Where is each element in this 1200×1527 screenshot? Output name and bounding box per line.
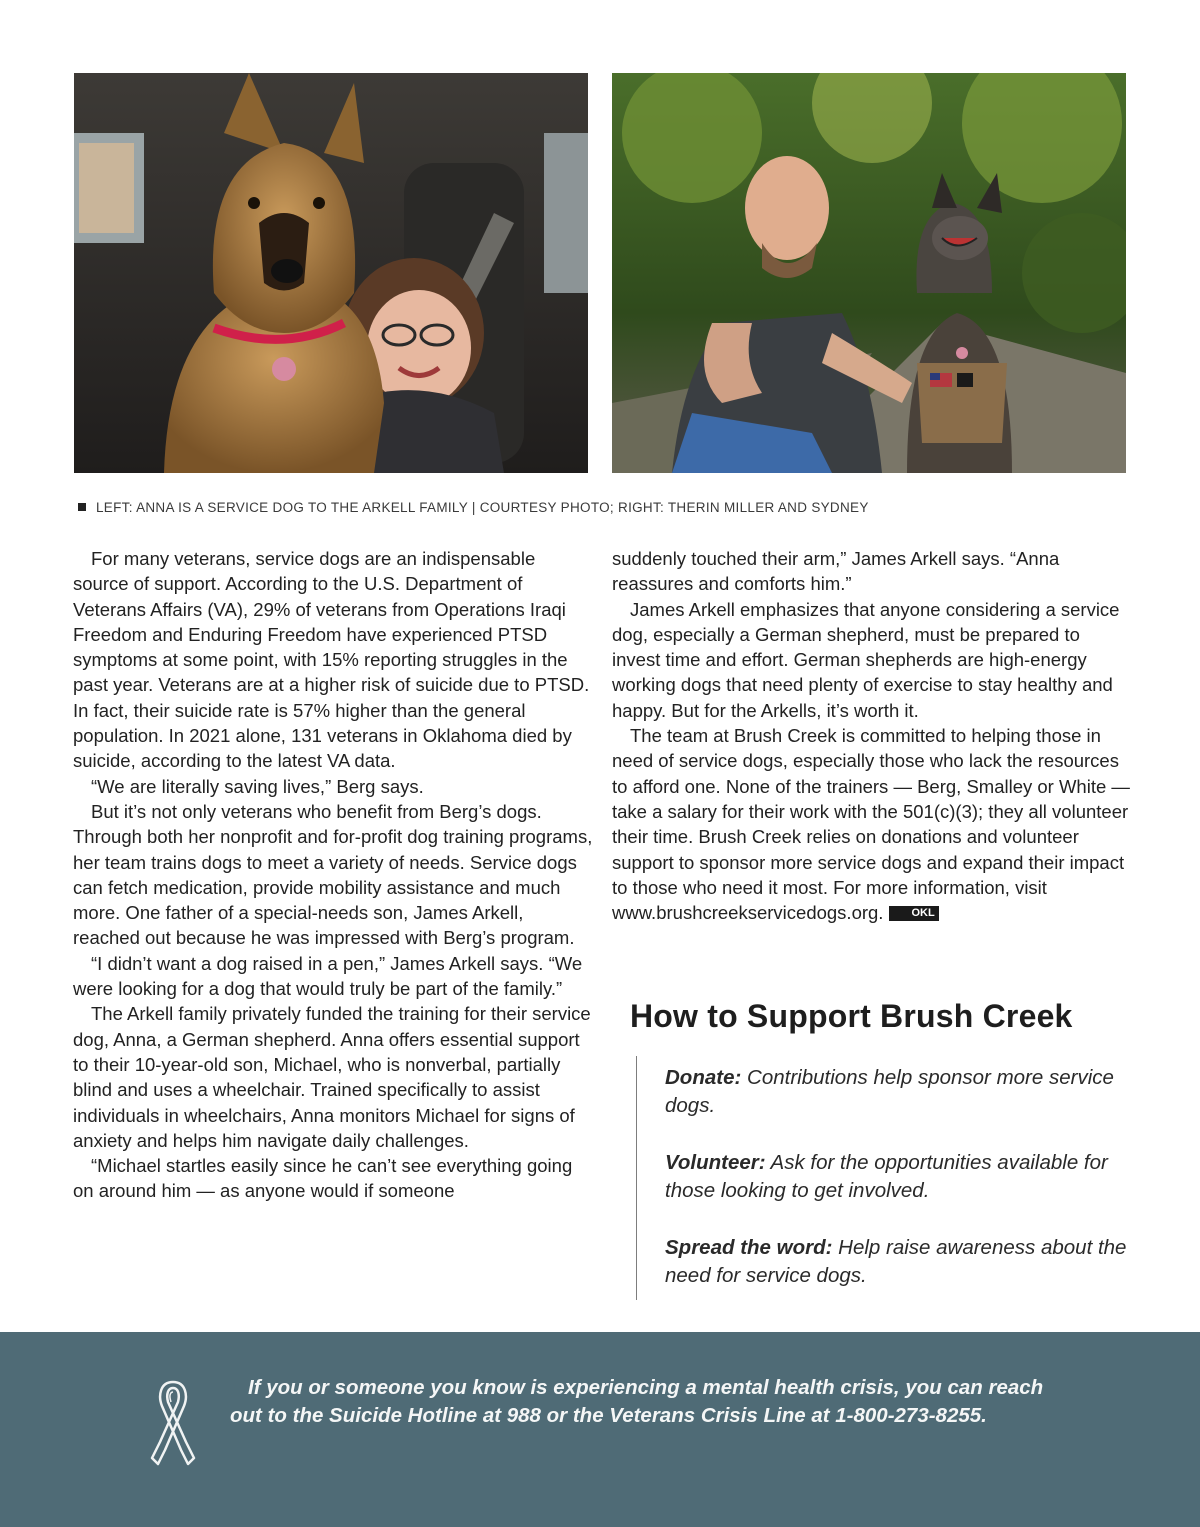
support-heading: How to Support Brush Creek [630, 998, 1073, 1034]
crisis-hotline-line-1: If you or someone you know is experiencing a mental health crisis, you can reach [248, 1376, 1044, 1399]
support-item-spread-the-word [665, 1234, 1135, 1290]
article-right-column [612, 546, 1132, 925]
article-paragraph: The Arkell family privately funded the training for their service dog, Anna, a German shepherd. Anna offers essential support to their 10-year-old son, Michael, who is nonverbal, partially blind and uses a wheelchair. Trained specifically to assist individuals in wheelchairs, Anna monitors Michael for signs of anxiety and helps him navigate daily challenges. [73, 1003, 591, 1151]
support-item-text: Contributions help sponsor more service dogs. [665, 1066, 1114, 1117]
awareness-ribbon-icon [148, 1378, 198, 1468]
article-paragraph: “We are literally saving lives,” Berg says. [91, 775, 424, 797]
photo-right [612, 73, 1126, 473]
article-paragraph: “Michael startles easily since he can’t see everything going on around him — as anyone would if someone [73, 1155, 573, 1202]
support-item-label: Donate: [665, 1066, 742, 1089]
article-paragraph: James Arkell emphasizes that anyone considering a service dog, especially a German shepherd, must be prepared to invest time and effort. German shepherds are high-energy working dogs that need plenty of exercise to stay healthy and happy. But for the Arkells, it’s worth it. [612, 598, 1120, 721]
crisis-hotline-text [230, 1374, 1090, 1430]
support-item-donate [665, 1064, 1135, 1120]
support-item-label: Spread the word: [665, 1236, 833, 1259]
crisis-hotline-banner [0, 1332, 1200, 1527]
crisis-hotline-line-2: out to the Suicide Hotline at 988 or the Veterans Crisis Line at 1-800-273-8255. [230, 1404, 987, 1427]
support-item-text: Help raise awareness about the need for service dogs. [665, 1236, 1127, 1287]
dog-and-girl-photo-icon [74, 73, 588, 473]
caption-bullet [78, 503, 86, 511]
support-item-label: Volunteer: [665, 1151, 766, 1174]
support-list [665, 1064, 1135, 1319]
article-paragraph [612, 723, 1132, 925]
article-left-column [73, 546, 593, 1204]
article-paragraph-continued: suddenly touched their arm,” James Arkell says. “Anna reassures and comforts him.” [612, 548, 1060, 595]
photo-left [74, 73, 588, 473]
support-item-text: Ask for the opportunities available for those looking to get involved. [665, 1151, 1108, 1202]
support-item-volunteer [665, 1149, 1135, 1205]
article-paragraph: “I didn’t want a dog raised in a pen,” James Arkell says. “We were looking for a dog that would truly be part of the family.” [73, 952, 583, 1000]
article-paragraph: For many veterans, service dogs are an indispensable source of support. According to the U.S. Department of Veterans Affairs (VA), 29% of veterans from Operations Iraqi Freedom and Enduring Freedom have experienced PTSD symptoms at some point, with 15% reporting struggles in the past year. Veterans are at a higher risk of suicide due to PTSD. In fact, their suicide rate is 57% higher than the general population. In 2021 alone, 131 veterans in Oklahoma died by suicide, according to the latest VA data. [73, 548, 590, 772]
photo-caption [78, 500, 1128, 515]
okl-end-mark: OKL [889, 906, 938, 921]
man-with-dog-photo-icon [612, 73, 1126, 473]
support-divider [636, 1056, 637, 1300]
article-closing-text: The team at Brush Creek is committed to helping those in need of service dogs, especially those who lack the resources to afford one. None of the trainers — Berg, Smalley or White — take a salary for their work with the 501(c)(3); they all volunteer their time. Brush Creek relies on donations and volunteer support to sponsor more service dogs and expand their impact to those who need it most. For more information, visit www.brushcreekservicedogs.org. [612, 725, 1130, 924]
caption-text: LEFT: ANNA IS A SERVICE DOG TO THE ARKELL FAMILY | COURTESY PHOTO; RIGHT: THERIN MILLER AND SYDNEY [96, 500, 869, 515]
article-paragraph: But it’s not only veterans who benefit from Berg’s dogs. Through both her nonprofit and for-profit dog training programs, her team trains dogs to meet a variety of needs. Service dogs can fetch medication, provide mobility assistance and much more. One father of a special-needs son, James Arkell, reached out because he was impressed with Berg’s program. [73, 800, 593, 949]
